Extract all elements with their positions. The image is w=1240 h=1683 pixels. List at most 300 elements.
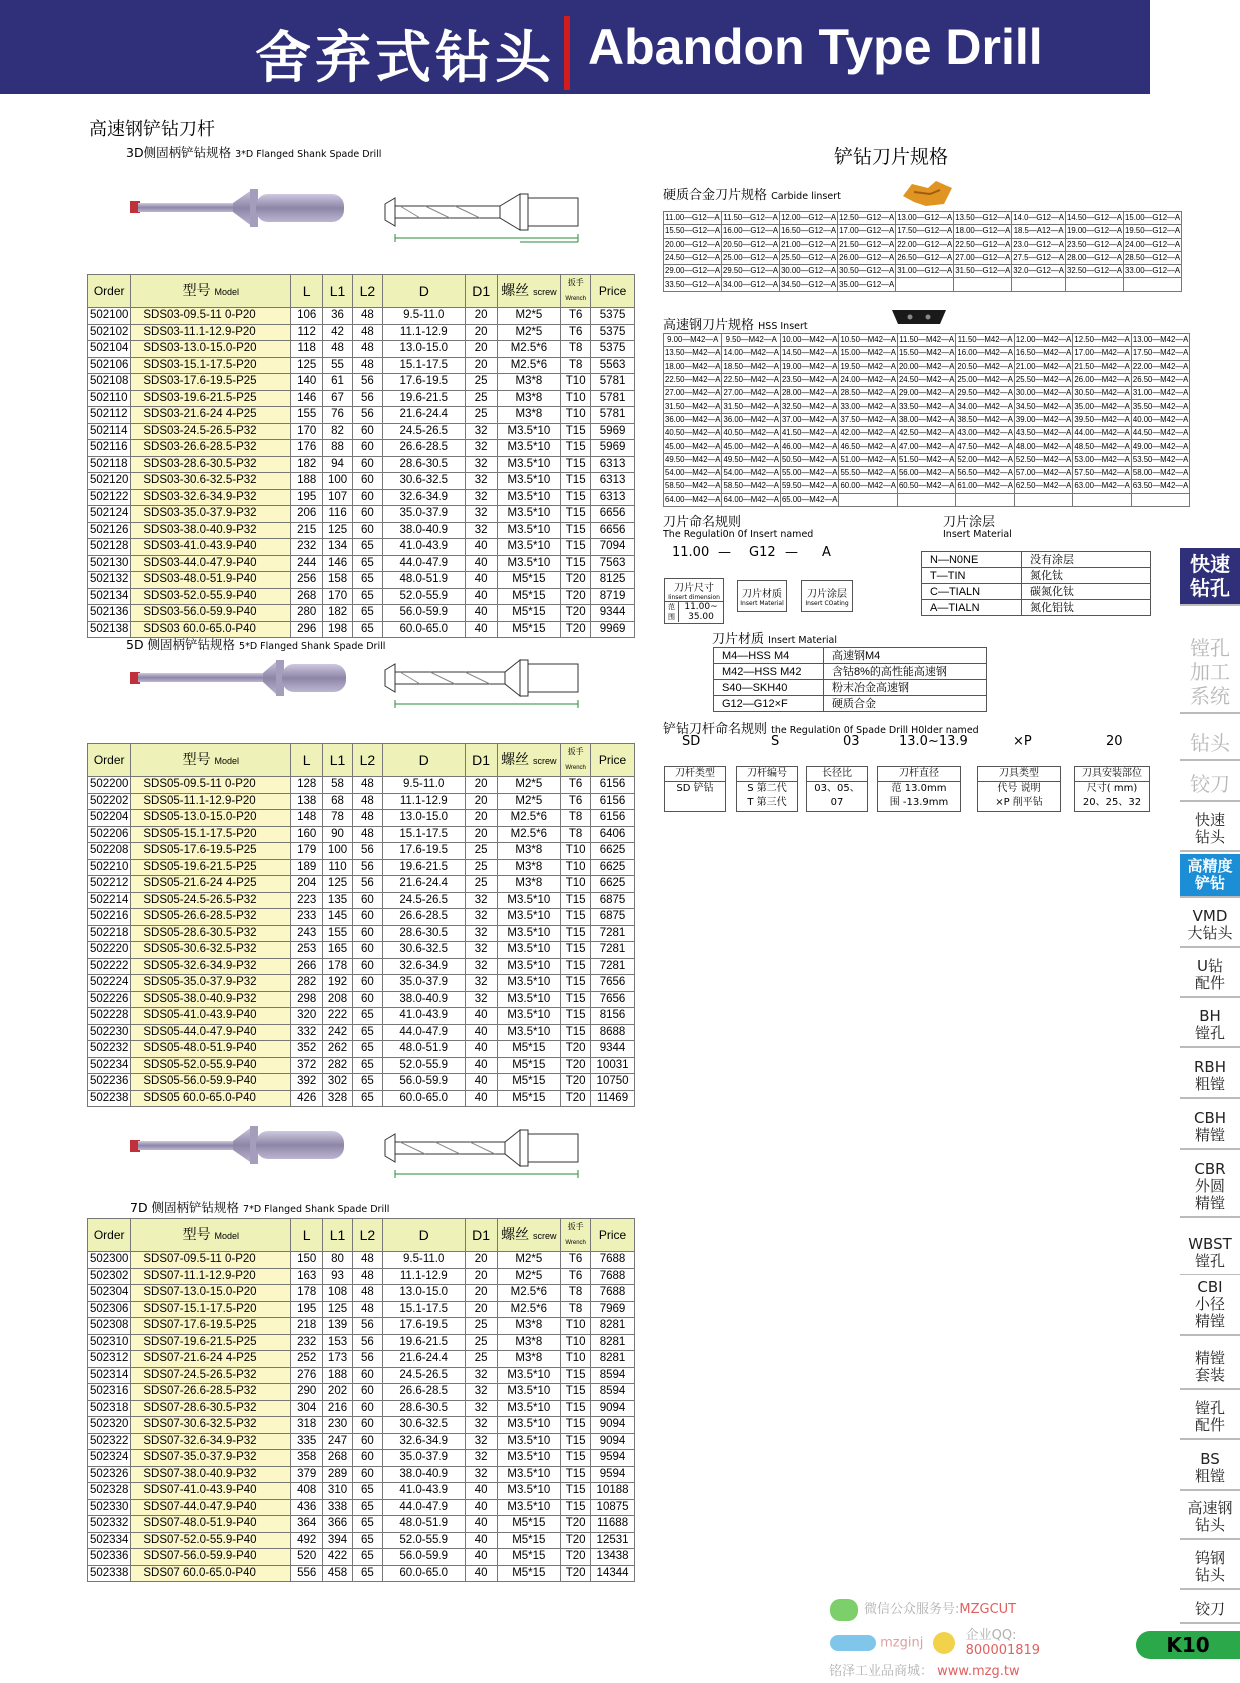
table-cell: 60 [352, 1417, 382, 1434]
insert-cell: 34.00—G12—A [722, 278, 780, 291]
holder-box-line: 范 13.0mm [891, 783, 947, 794]
table-cell: SDS05-24.5-26.5-P32 [131, 892, 291, 909]
table-cell: 6313 [591, 473, 635, 490]
table-cell: 40 [465, 1565, 497, 1582]
table-cell: 216 [323, 1400, 353, 1417]
table-cell: M5*15 [497, 1516, 561, 1533]
table-cell: M2.5*6 [497, 826, 561, 843]
table-cell: 244 [291, 555, 323, 572]
table-cell: 17.6-19.5 [382, 843, 465, 860]
table-cell: T15 [561, 1417, 591, 1434]
table-cell: 9344 [591, 605, 635, 622]
sidebar-item[interactable] [1180, 727, 1240, 761]
table-cell: 223 [291, 892, 323, 909]
table-cell: 394 [323, 1532, 353, 1549]
table-cell: 502332 [88, 1516, 131, 1533]
table-cell: 41.0-43.9 [382, 539, 465, 556]
table-cell: 48 [352, 777, 382, 794]
table-row [88, 1384, 635, 1401]
sidebar-item[interactable] [1180, 1275, 1240, 1336]
insert-cell: 29.50—G12—A [722, 265, 780, 278]
table-cell: 502130 [88, 555, 131, 572]
hss-title: 高速钢刀片规格 HSS Insert [663, 318, 808, 333]
insert-cell: 47.50—M42—A [956, 440, 1014, 453]
holder-naming-box [806, 766, 868, 812]
sidebar-item[interactable] [1180, 808, 1240, 852]
insert-row [664, 212, 1182, 225]
table-cell: 48 [353, 308, 383, 325]
code-cell: M42—HSS M42 [714, 664, 824, 680]
table-cell: 65 [352, 1074, 382, 1091]
table-cell: M3.5*10 [497, 1499, 561, 1516]
table-cell: M3.5*10 [497, 456, 561, 473]
sidebar-item[interactable] [1180, 632, 1240, 714]
table-cell: T8 [561, 341, 591, 358]
table-cell: SDS07-32.6-34.9-P32 [131, 1433, 291, 1450]
table-cell: T15 [561, 925, 591, 942]
table-cell: 65 [352, 1057, 382, 1074]
insert-cell: 58.00—M42—A [1131, 466, 1189, 479]
table-cell: 128 [291, 777, 323, 794]
table-cell: 108 [323, 1285, 353, 1302]
table-cell: M3.5*10 [497, 892, 561, 909]
table-cell: 148 [291, 810, 323, 827]
table-cell: SDS05-11.1-12.9-P20 [131, 793, 291, 810]
table-cell: 28.6-30.5 [382, 1400, 465, 1417]
table-cell: SDS05-26.6-28.5-P32 [131, 909, 291, 926]
table-cell: M3*8 [497, 876, 561, 893]
insert-cell: 24.00—G12—A [1124, 238, 1182, 251]
insert-cell: 20.50—M42—A [956, 360, 1014, 373]
table-cell: 364 [291, 1516, 323, 1533]
skype-icon [830, 1635, 876, 1651]
table-cell: M3.5*10 [497, 522, 561, 539]
sidebar-item-label: 粗镗 [1194, 1467, 1225, 1485]
sidebar-item[interactable] [1180, 1157, 1240, 1218]
sidebar-item-label: 快速 [1194, 811, 1225, 829]
table-cell: 30.6-32.5 [382, 942, 465, 959]
table-row [88, 892, 635, 909]
sidebar-item-label: CBH [1193, 1109, 1227, 1127]
table-cell: 266 [291, 958, 323, 975]
naming-size-box: 刀片尺寸 Iinsert dimension 范围 11.00~ 35.00 [664, 578, 724, 624]
table-cell: 40 [465, 1532, 497, 1549]
sidebar-item-label: 高精度 [1187, 857, 1233, 875]
sidebar-item-label: U钻 [1197, 957, 1223, 975]
table-cell: T15 [561, 423, 591, 440]
insert-cell: 34.50—G12—A [780, 278, 838, 291]
table-cell: 40 [465, 1516, 497, 1533]
table-row [88, 1268, 635, 1285]
table-row [88, 341, 635, 358]
table-cell: T15 [561, 456, 591, 473]
table-cell: M3.5*10 [497, 1400, 561, 1417]
table-cell: 352 [291, 1041, 323, 1058]
sidebar-item[interactable] [1180, 1004, 1240, 1048]
insert-cell: 17.50—G12—A [896, 225, 954, 238]
table-row [88, 539, 635, 556]
sidebar-item[interactable] [1180, 1106, 1240, 1150]
table-cell: SDS05 60.0-65.0-P40 [131, 1090, 291, 1107]
sidebar-item[interactable] [1180, 1055, 1240, 1099]
table-cell: SDS05-52.0-55.9-P40 [131, 1057, 291, 1074]
table-cell: 36 [323, 308, 353, 325]
table-cell: M2.5*6 [497, 810, 561, 827]
sidebar-item[interactable] [1180, 1597, 1240, 1624]
table-cell: 502132 [88, 572, 131, 589]
code-cell: G12—G12×F [714, 696, 824, 712]
insert-cell: 10.50—M42—A [839, 334, 897, 347]
insert-cell: 59.50—M42—A [780, 480, 838, 493]
table-cell: 502322 [88, 1433, 131, 1450]
code-cell: N—N0NE [922, 552, 1022, 568]
table-cell: 7281 [591, 942, 635, 959]
insert-cell: 31.00—M42—A [1131, 387, 1189, 400]
table-cell: M3.5*10 [497, 489, 561, 506]
col-wrench: 扳手Wrench [561, 1219, 591, 1252]
sidebar-item[interactable] [1180, 768, 1240, 802]
holder-box-line: 围 -13.9mm [889, 797, 949, 808]
table-cell: 56 [352, 1351, 382, 1368]
table-cell: 502218 [88, 925, 131, 942]
table-cell: 90 [323, 826, 353, 843]
table-row [88, 390, 635, 407]
sidebar-item[interactable] [1180, 1396, 1240, 1440]
col-wrench: 扳手Wrench [561, 744, 591, 777]
insert-cell: 16.00—G12—A [722, 225, 780, 238]
sidebar-item-label: 高速钢 [1187, 1499, 1233, 1517]
table-cell: 5781 [591, 390, 635, 407]
sidebar-item-label: 套装 [1194, 1366, 1225, 1384]
table-cell: 60 [353, 456, 383, 473]
table-cell: 25 [465, 1351, 497, 1368]
carbide-title: 硬质合金刀片规格 Carbide linsert [663, 188, 841, 203]
table-cell: T10 [561, 859, 591, 876]
insert-cell: 30.50—M42—A [1073, 387, 1131, 400]
spec-5d-title: 5D 侧固柄铲钻规格 5*D Flanged Shank Spade Drill [126, 637, 386, 652]
sidebar-item[interactable] [1180, 904, 1240, 948]
insert-cell: 12.00—M42—A [1014, 334, 1072, 347]
table-cell: 146 [323, 555, 353, 572]
col-D: D [382, 275, 465, 308]
insert-cell: 15.50—M42—A [897, 347, 955, 360]
insert-cell: 50.50—M42—A [780, 453, 838, 466]
table-cell: M5*15 [497, 1532, 561, 1549]
holder-box-line: ×P 削平钻 [995, 797, 1043, 808]
insert-cell: 9.50—M42—A [722, 334, 780, 347]
table-cell: T15 [561, 506, 591, 523]
sidebar-item[interactable] [1180, 854, 1240, 898]
spec-table-3d [87, 274, 635, 638]
table-cell: 9594 [591, 1466, 635, 1483]
table-cell: 502112 [88, 407, 131, 424]
table-cell: 262 [323, 1041, 353, 1058]
table-cell: T10 [561, 390, 591, 407]
table-cell: T15 [561, 942, 591, 959]
desc-cell: 没有涂层 [1022, 552, 1151, 568]
table-cell: 502310 [88, 1334, 131, 1351]
table-cell: 10875 [591, 1499, 635, 1516]
table-cell: 56 [352, 1318, 382, 1335]
table-cell: 65 [352, 1483, 382, 1500]
table-cell: T15 [561, 1466, 591, 1483]
table-cell: T10 [561, 876, 591, 893]
table-cell: 40 [465, 1499, 497, 1516]
table-cell: 60 [352, 909, 382, 926]
table-cell: SDS05-48.0-51.9-P40 [131, 1041, 291, 1058]
table-cell: 296 [291, 621, 323, 638]
insert-cell: 12.00—G12—A [780, 212, 838, 225]
col-D: D [382, 744, 465, 777]
desc-cell: 高速钢M4 [824, 648, 987, 664]
insert-cell: 23.50—G12—A [1066, 238, 1124, 251]
insert-cell: 21.50—M42—A [1073, 360, 1131, 373]
sidebar-item[interactable] [1180, 954, 1240, 998]
col-price: Price [591, 275, 635, 308]
table-cell: 60 [353, 522, 383, 539]
insert-cell [1066, 278, 1124, 291]
table-cell: 56 [352, 843, 382, 860]
table-cell: M5*15 [497, 1057, 561, 1074]
insert-cell [1012, 278, 1066, 291]
table-cell: 8281 [591, 1334, 635, 1351]
insert-cell: 35.50—M42—A [1131, 400, 1189, 413]
table-cell: 6875 [591, 892, 635, 909]
table-cell: 65 [353, 605, 383, 622]
sidebar-item[interactable] [1180, 1496, 1240, 1540]
col-D1: D1 [465, 744, 497, 777]
table-row [88, 456, 635, 473]
insert-row [664, 413, 1190, 426]
carbide-insert-icon [900, 178, 955, 210]
table-cell: 502308 [88, 1318, 131, 1335]
table-cell: 502202 [88, 793, 131, 810]
title-cn: 舍弃式钻头 [255, 26, 555, 91]
table-cell: 15.1-17.5 [382, 826, 465, 843]
insert-cell: 27.00—G12—A [954, 251, 1012, 264]
insert-cell: 55.00—M42—A [780, 466, 838, 479]
table-cell: T8 [561, 810, 591, 827]
table-cell: 502204 [88, 810, 131, 827]
table-cell: M3.5*10 [497, 423, 561, 440]
insert-cell: 29.00—G12—A [664, 265, 722, 278]
table-cell: SDS07-48.0-51.9-P40 [131, 1516, 291, 1533]
table-cell: 21.6-24.4 [382, 407, 465, 424]
table-cell: 138 [291, 793, 323, 810]
insert-cell: 13.00—G12—A [896, 212, 954, 225]
table-cell: M5*15 [497, 621, 561, 638]
list-item [922, 584, 1151, 600]
sidebar-item[interactable] [1180, 548, 1240, 606]
table-cell: T20 [561, 572, 591, 589]
table-cell: 60.0-65.0 [382, 1565, 465, 1582]
table-cell: 94 [323, 456, 353, 473]
insert-cell: 30.50—G12—A [838, 265, 896, 278]
sidebar-item[interactable] [1180, 1447, 1240, 1491]
table-cell: SDS07-35.0-37.9-P32 [131, 1450, 291, 1467]
table-cell: 20 [465, 1301, 497, 1318]
table-cell: 335 [291, 1433, 323, 1450]
insert-cell: 26.50—G12—A [896, 251, 954, 264]
table-cell: T10 [561, 1318, 591, 1335]
insert-cell: 61.00—M42—A [956, 480, 1014, 493]
table-cell: T20 [561, 1532, 591, 1549]
table-cell: T20 [561, 605, 591, 622]
table-cell: 145 [323, 909, 353, 926]
table-cell: 7688 [591, 1268, 635, 1285]
table-cell: SDS07 60.0-65.0-P40 [131, 1565, 291, 1582]
table-cell: T6 [561, 308, 591, 325]
col-L1: L1 [323, 275, 353, 308]
table-cell: 422 [323, 1549, 353, 1566]
table-cell: M3*8 [497, 859, 561, 876]
table-cell: 88 [323, 440, 353, 457]
table-cell: 10031 [591, 1057, 635, 1074]
sidebar-item[interactable] [1180, 1232, 1240, 1276]
col-L2: L2 [352, 1219, 382, 1252]
drill-photo-7d [128, 1120, 348, 1170]
table-cell: 282 [291, 975, 323, 992]
table-cell: 60 [352, 1400, 382, 1417]
col-L: L [291, 1219, 323, 1252]
table-cell: 25 [465, 859, 497, 876]
table-cell: SDS03-41.0-43.9-P40 [131, 539, 291, 556]
table-cell: 218 [291, 1318, 323, 1335]
coating-table [921, 551, 1151, 616]
naming-code-coating: A [822, 545, 831, 560]
table-cell: T20 [561, 1057, 591, 1074]
sidebar-item-label: 大钻头 [1187, 924, 1233, 942]
table-cell: 21.6-24.4 [382, 1351, 465, 1368]
insert-cell [956, 493, 1014, 506]
table-cell: 9.5-11.0 [382, 777, 465, 794]
table-cell: 242 [323, 1024, 353, 1041]
wechat-icon [830, 1599, 858, 1621]
table-cell: 65 [352, 1008, 382, 1025]
table-cell: 11469 [591, 1090, 635, 1107]
table-cell: 6313 [591, 489, 635, 506]
naming-dash: — [785, 545, 798, 560]
table-cell: 7094 [591, 539, 635, 556]
table-cell: T8 [561, 357, 591, 374]
insert-cell: 49.00—M42—A [1131, 440, 1189, 453]
desc-cell: 含钴8%的高性能高速钢 [824, 664, 987, 680]
insert-row [664, 238, 1182, 251]
sidebar-item-label: 精镗 [1194, 1349, 1225, 1367]
table-cell: 60 [353, 489, 383, 506]
sidebar-item[interactable] [1180, 1346, 1240, 1390]
table-cell: 502104 [88, 341, 131, 358]
table-row [88, 925, 635, 942]
col-D1: D1 [465, 1219, 497, 1252]
sidebar-item-label: 小径 [1194, 1295, 1225, 1313]
insert-cell: 18.00—M42—A [664, 360, 722, 373]
insert-cell: 28.50—G12—A [1124, 251, 1182, 264]
table-cell: 26.6-28.5 [382, 440, 465, 457]
table-cell: 6656 [591, 506, 635, 523]
table-cell: 56 [353, 390, 383, 407]
table-cell: 189 [291, 859, 323, 876]
spec-7d-title: 7D 侧固柄铲钻规格 7*D Flanged Shank Spade Drill [130, 1200, 390, 1215]
table-cell: 38.0-40.9 [382, 991, 465, 1008]
table-cell: M3.5*10 [497, 1384, 561, 1401]
table-cell: M2.5*6 [497, 341, 561, 358]
table-cell: 60.0-65.0 [382, 621, 465, 638]
table-cell: M3.5*10 [497, 539, 561, 556]
table-cell: 11.1-12.9 [382, 1268, 465, 1285]
table-cell: 25 [465, 1318, 497, 1335]
table-cell: M3.5*10 [497, 440, 561, 457]
table-row [88, 489, 635, 506]
table-cell: 170 [323, 588, 353, 605]
table-cell: 20 [465, 777, 497, 794]
col-wrench: 扳手Wrench [561, 275, 591, 308]
table-cell: SDS07-09.5-11 0-P20 [131, 1252, 291, 1269]
insert-row [664, 278, 1182, 291]
sidebar-item-label: 镗孔 [1194, 1399, 1225, 1417]
list-item [714, 648, 987, 664]
table-cell: 492 [291, 1532, 323, 1549]
table-cell: 5563 [591, 357, 635, 374]
table-cell: 118 [291, 341, 323, 358]
holder-box-heading: 刀具安装部位 [1075, 767, 1149, 782]
table-cell: M3*8 [497, 1318, 561, 1335]
insert-cell: 33.00—G12—A [1124, 265, 1182, 278]
list-item [714, 696, 987, 712]
table-cell: 125 [323, 876, 353, 893]
table-cell: 178 [291, 1285, 323, 1302]
table-cell: 20 [465, 1268, 497, 1285]
insert-cell: 58.50—M42—A [664, 480, 722, 493]
table-cell: 20 [465, 341, 497, 358]
insert-cell: 23.50—M42—A [780, 373, 838, 386]
table-cell: 56.0-59.9 [382, 1549, 465, 1566]
table-cell: T20 [561, 621, 591, 638]
table-cell: T8 [561, 1301, 591, 1318]
drill-drawing-3d [380, 186, 590, 248]
table-row [88, 1367, 635, 1384]
table-cell: 155 [323, 925, 353, 942]
insert-cell: 45.00—M42—A [722, 440, 780, 453]
table-cell: 302 [323, 1074, 353, 1091]
sidebar-item[interactable] [1180, 1546, 1240, 1590]
table-cell: M3.5*10 [497, 1024, 561, 1041]
table-cell: M5*15 [497, 1074, 561, 1091]
table-row [88, 440, 635, 457]
table-cell: 9969 [591, 621, 635, 638]
table-cell: SDS07-19.6-21.5-P25 [131, 1334, 291, 1351]
table-cell: 20 [465, 1285, 497, 1302]
table-cell: T15 [561, 892, 591, 909]
desc-cell: 氮化铝钛 [1022, 600, 1151, 616]
table-cell: T10 [561, 843, 591, 860]
table-cell: 56 [352, 876, 382, 893]
table-cell: 298 [291, 991, 323, 1008]
table-row [88, 826, 635, 843]
table-cell: 40 [465, 1483, 497, 1500]
col-L1: L1 [323, 744, 353, 777]
table-cell: 135 [323, 892, 353, 909]
insert-cell: 15.00—M42—A [839, 347, 897, 360]
table-cell: 8594 [591, 1384, 635, 1401]
table-cell: 12531 [591, 1532, 635, 1549]
table-cell: 44.0-47.9 [382, 555, 465, 572]
table-cell: 65 [352, 1532, 382, 1549]
table-cell: 32 [465, 1466, 497, 1483]
col-L: L [291, 275, 323, 308]
insert-cell: 35.00—M42—A [1073, 400, 1131, 413]
insert-cell: 25.50—M42—A [1014, 373, 1072, 386]
